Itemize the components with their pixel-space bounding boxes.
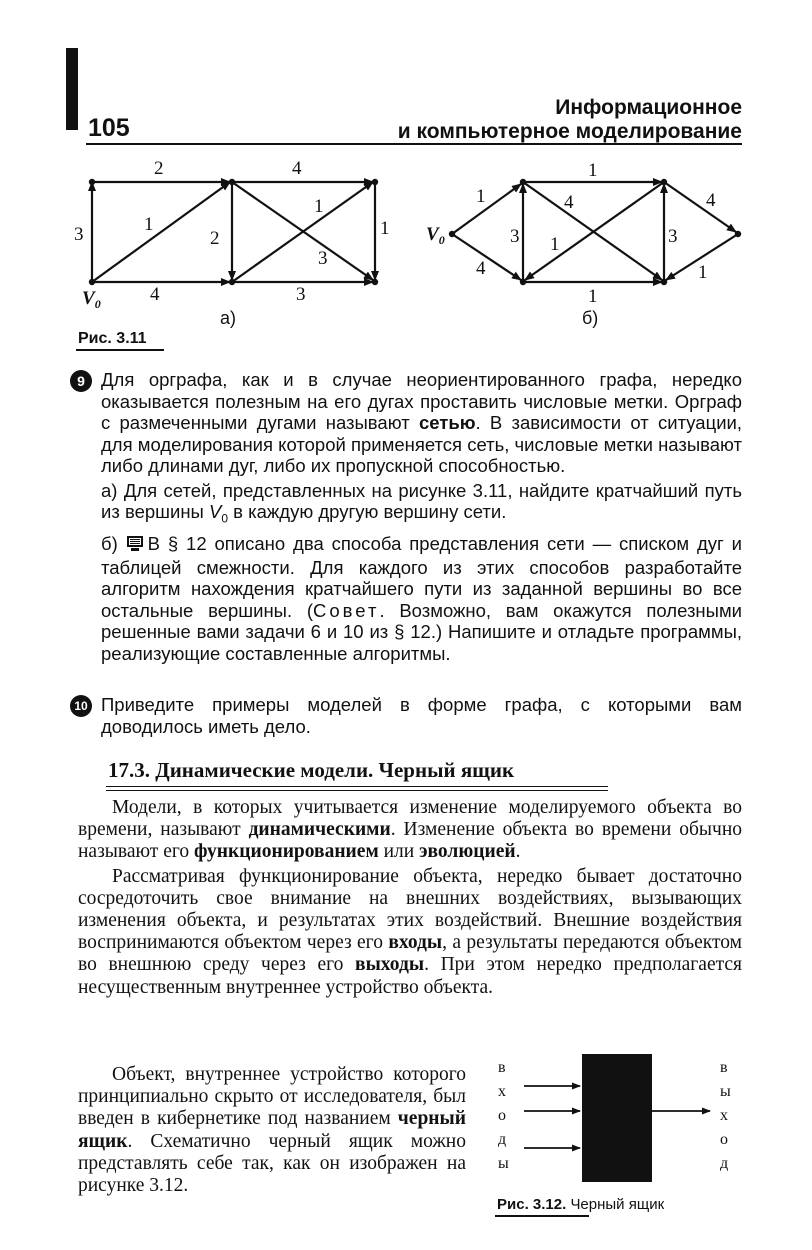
inputs-letter: д (498, 1131, 507, 1148)
inputs-letter: ы (498, 1155, 509, 1172)
graph-a-weight: 2 (154, 158, 164, 179)
black-box (582, 1054, 652, 1182)
task-10-text: Приведите примеры моделей в форме графа, с которыми вам доводилось иметь дело. (101, 694, 742, 737)
graph-a-weight: 3 (318, 248, 328, 269)
graph-a-vertex (229, 279, 235, 285)
outputs-letter: ы (720, 1083, 731, 1100)
graph-b-weight: 1 (588, 160, 598, 181)
graph-a-vertex (229, 179, 235, 185)
graph-b-vertex (661, 179, 667, 185)
graph-a-weight: 3 (74, 224, 84, 245)
graph-b-weight: 4 (706, 190, 716, 211)
graph-a-start-label: $V_0$ (82, 288, 101, 311)
task-9-part-a: а) Для сетей, представленных на рисунке 3.11, найдите кратчайший путь из вершины $V_0$ в каждую другую вершину сети. (101, 479, 742, 526)
graph-b-weight: 3 (510, 226, 520, 247)
graph-b-edge (525, 182, 664, 280)
running-header (398, 96, 742, 144)
figure-3-11-caption-rule (76, 349, 164, 351)
running-header-line1: Информационное (555, 96, 742, 119)
graph-a (92, 182, 375, 282)
page-number: 105 (88, 114, 130, 142)
graph-b-weight: 1 (588, 286, 598, 307)
graph-b-weight: 4 (564, 192, 574, 213)
computer-icon (126, 535, 144, 557)
graph-a-weight: 2 (210, 228, 220, 249)
paragraph-black-box: Объект, внутреннее устройство которого принципиально скрыто от исследователя, был введен в кибернетике под названием черный ящик. Схематично черный ящик можно представлять себе так, как он изображен на рисунке 3.12. (78, 1064, 466, 1197)
paragraph-dynamic-models: Модели, в которых учитывается изменение моделируемого объекта во времени, называют динамическими. Изменение объекта во времени обычно называют его функционированием или эволюцией. (78, 797, 742, 863)
section-title-rule (106, 786, 608, 791)
graph-b-vertex (735, 231, 741, 237)
graph-a-vertex (372, 179, 378, 185)
outputs-letter: в (720, 1059, 728, 1076)
graph-a-vertex (89, 279, 95, 285)
figure-3-11-caption: Рис. 3.11 (78, 330, 147, 347)
task-10 (70, 694, 742, 740)
task-number-badge: 10 (70, 695, 92, 717)
main-text (78, 797, 742, 999)
task-9-part-b: б) В § 12 описано два способа представления сети — списком дуг и таблицей смежности. Для каждого из этих способов разработайте алгоритм нахождения кратчайшего пути из заданной вершины во все остальные вершины. (Совет. Возможно, вам окажутся полезными решенные вами задачи 6 и 10 из § 12.) Напишите и отладьте программы, реализующие составленные алгоритмы. (101, 533, 743, 664)
graph-b-vertex (449, 231, 455, 237)
header-rule (86, 143, 742, 145)
graph-b-weight: 1 (550, 234, 560, 255)
graph-a-weight: 4 (150, 284, 160, 305)
graph-a-weight: 1 (314, 196, 324, 217)
figure-3-12-black-box (486, 1048, 746, 1188)
inputs-letter: в (498, 1059, 506, 1076)
graph-b-vertex (520, 279, 526, 285)
graph-b-weight: 3 (668, 226, 678, 247)
graph-b-vertex (661, 279, 667, 285)
task-number-badge: 9 (70, 370, 92, 392)
graph-b-weight: 1 (698, 262, 708, 283)
figure-3-11 (70, 152, 750, 332)
graph-b-edge (523, 182, 662, 280)
task-9 (70, 369, 742, 667)
graph-a-weight: 1 (380, 218, 390, 239)
graph-b-vertex (520, 179, 526, 185)
graph-b-edge (664, 182, 736, 232)
graph-b-label: б) (582, 308, 599, 328)
margin-bar (66, 48, 78, 130)
graph-a-weight: 4 (292, 158, 302, 179)
graph-a-weight: 1 (144, 214, 154, 235)
graph-a-weight: 3 (296, 284, 306, 305)
figure-3-12-caption-rule (495, 1215, 589, 1217)
graph-a-label: а) (220, 308, 237, 328)
section-title: 17.3. Динамические модели. Черный ящик (108, 758, 515, 782)
task-9-intro: Для орграфа, как и в случае неориентированного графа, нередко оказывается полезным на его дугах проставить числовые метки. Орграф с размеченными дугами называют сетью. В зависимости от ситуации, для моделирования которой применяется сеть, числовые метки называют либо длинами дуг, либо их пропускной способностью. (101, 369, 742, 476)
graph-a-vertex (372, 279, 378, 285)
graph-a-vertex (89, 179, 95, 185)
outputs-letter: о (720, 1131, 728, 1148)
inputs-letter: о (498, 1107, 506, 1124)
outputs-letter: д (720, 1155, 729, 1172)
graph-b-start-label: $V_0$ (426, 224, 445, 247)
running-header-line2: и компьютерное моделирование (397, 120, 742, 143)
graph-b-weight: 4 (476, 258, 486, 279)
outputs-letter: х (720, 1107, 728, 1124)
graph-b (452, 182, 738, 282)
graph-b-weight: 1 (476, 186, 486, 207)
paragraph-functioning: Рассматривая функционирование объекта, нередко бывает достаточно сосредоточить свое внимание на внешних воздействиях, вызывающих изменения объекта, и результатах этих воздействий. Внешние воздействия воспринимаются объектом через его входы, а результаты передаются объектом во внешнюю среду через его выходы. При этом нередко предполагается несущественным внутреннее устройство объекта. (78, 865, 742, 998)
inputs-letter: х (498, 1083, 506, 1100)
figure-3-12-caption: Рис. 3.12. Черный ящик (497, 1196, 665, 1213)
